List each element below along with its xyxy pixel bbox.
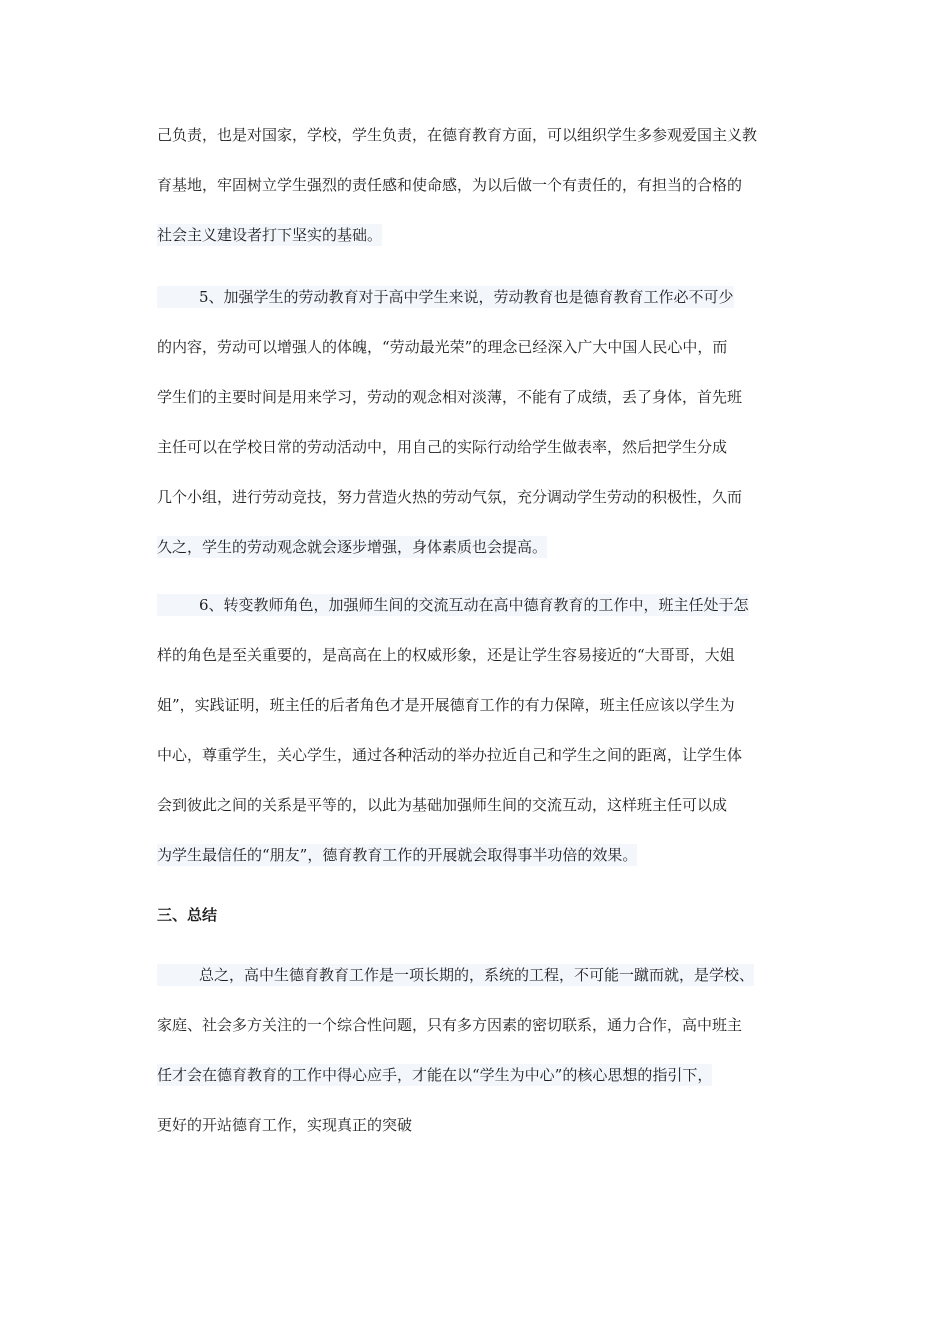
text-line: 6、转变教师角色，加强师生间的交流互动在高中德育教育的工作中，班主任处于怎 bbox=[157, 595, 749, 645]
section-heading: 三、总结 bbox=[157, 906, 218, 924]
text-line: 中心，尊重学生，关心学生，通过各种活动的举办拉近自己和学生之间的距离，让学生体 bbox=[157, 746, 743, 764]
text-line: 会到彼此之间的关系是平等的，以此为基础加强师生间的交流互动，这样班主任可以成 bbox=[157, 796, 728, 814]
text-line: 社会主义建设者打下坚实的基础。 bbox=[157, 226, 383, 244]
text-line: 样的角色是至关重要的，是高高在上的权威形象，还是让学生容易接近的“大哥哥，大姐 bbox=[157, 646, 735, 664]
text-line: 总之，高中生德育教育工作是一项长期的，系统的工程，不可能一蹴而就，是学校、 bbox=[157, 965, 754, 1015]
text-line: 主任可以在学校日常的劳动活动中，用自己的实际行动给学生做表率，然后把学生分成 bbox=[157, 438, 728, 456]
text-line: 5、加强学生的劳动教育对于高中学生来说，劳动教育也是德育教育工作必不可少 bbox=[157, 287, 734, 337]
text-line: 育基地，牢固树立学生强烈的责任感和使命感，为以后做一个有责任的，有担当的合格的 bbox=[157, 176, 743, 194]
text-line: 久之，学生的劳动观念就会逐步增强，身体素质也会提高。 bbox=[157, 538, 548, 556]
text-line: 为学生最信任的“朋友”，德育教育工作的开展就会取得事半功倍的效果。 bbox=[157, 846, 638, 864]
text-line: 几个小组，进行劳动竞技，努力营造火热的劳动气氛，充分调动学生劳动的积极性，久而 bbox=[157, 488, 743, 506]
text-line: 己负责，也是对国家，学校，学生负责，在德育教育方面，可以组织学生多参观爱国主义教 bbox=[157, 126, 758, 144]
text-line: 姐”，实践证明，班主任的后者角色才是开展德育工作的有力保障，班主任应该以学生为 bbox=[157, 696, 735, 714]
text-line: 的内容，劳动可以增强人的体魄，“劳动最光荣”的理念已经深入广大中国人民心中，而 bbox=[157, 338, 728, 356]
text-line: 更好的开站德育工作，实现真正的突破 bbox=[157, 1116, 413, 1134]
text-line: 学生们的主要时间是用来学习，劳动的观念相对淡薄，不能有了成绩，丢了身体，首先班 bbox=[157, 388, 743, 406]
text-line: 家庭、社会多方关注的一个综合性问题，只有多方因素的密切联系，通力合作，高中班主 bbox=[157, 1016, 743, 1034]
text-line: 任才会在德育教育的工作中得心应手，才能在以“学生为中心”的核心思想的指引下， bbox=[157, 1066, 713, 1084]
